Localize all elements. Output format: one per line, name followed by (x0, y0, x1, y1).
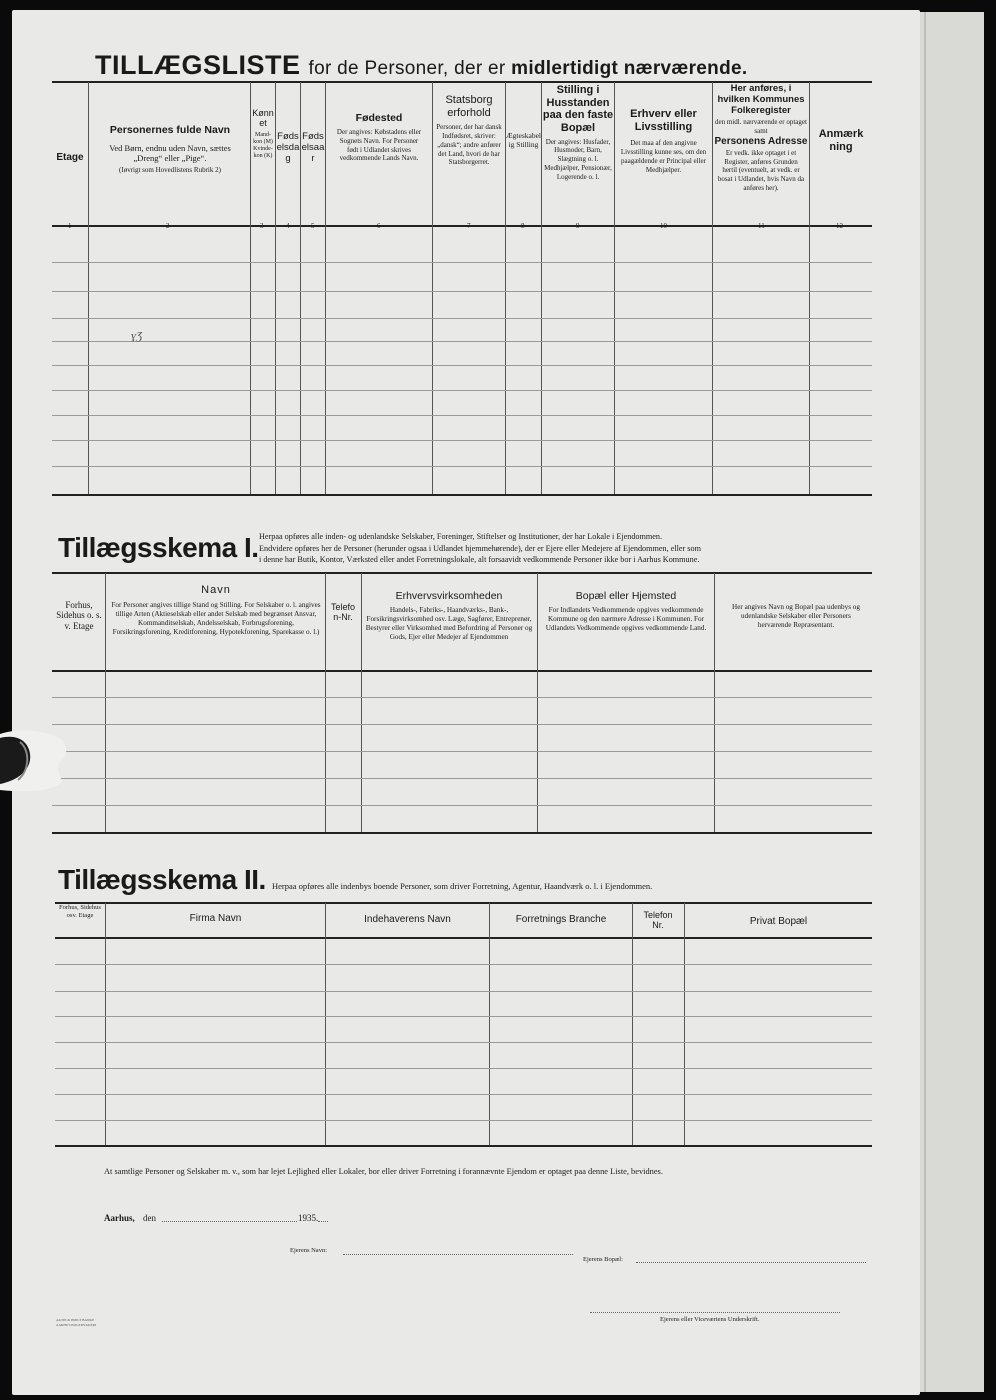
schema1-intro-line3: i denne har Butik, Kontor, Værksted eller andet Forretningslokale, alt forsaavidt vedkommende Personer ikke bor i Aarhus Kommune. (259, 555, 700, 564)
col3-header (251, 108, 275, 160)
footer-den: den (143, 1213, 156, 1223)
col2-title: Personernes fulde Navn (109, 124, 231, 136)
col6-title: Fødested (355, 112, 403, 124)
col-number: 12 (836, 222, 843, 230)
schema2-col-firma: Firma Navn (189, 913, 242, 924)
form-page (12, 10, 920, 1395)
col11-header (713, 84, 809, 193)
ejer-navn-line[interactable] (343, 1254, 573, 1255)
schema2-col-indehaver: Indehaverens Navn (364, 914, 451, 925)
col4-header: Fødselsdag (276, 131, 300, 164)
col3-note: Mand-kon (M) Kvinde-kon (K) (253, 131, 273, 160)
col-number: 11 (758, 222, 765, 230)
col10-header (615, 108, 712, 174)
main-title (95, 50, 747, 81)
col7-header (433, 94, 505, 167)
col-number: 6 (377, 222, 381, 230)
col11-title: Her anføres, i hvilken Kommunes Folkeregister (717, 83, 805, 116)
col-number: 1 (68, 222, 72, 230)
col-number: 8 (521, 222, 525, 230)
col11-note: den midl. nærværende er optaget samt (715, 117, 807, 135)
col11-note2: Er vedk. ikke optaget i et Register, anføres Grunden hertil (eventuelt, at vedk. er bosat i Udlandet, hvis Navn da anføres her). (717, 148, 805, 192)
col-number: 5 (311, 222, 315, 230)
main-title-bold: midlertidigt nærværende. (511, 58, 748, 79)
col2-note: Ved Børn, endnu uden Navn, sættes „Dreng“ eller „Pige“. (109, 143, 231, 163)
col9-title: Stilling i Husstanden paa den faste Bopæl (542, 84, 614, 134)
schema1-col-navn (110, 584, 322, 637)
col2-header (90, 124, 250, 174)
schema1-intro (259, 531, 879, 566)
footer-year: 1935. (298, 1213, 319, 1223)
col-number: 3 (260, 222, 264, 230)
main-title-word: TILLÆGSLISTE (95, 50, 301, 80)
schema2-col-etage: Forhus, Sidehus osv. Etage (59, 904, 101, 920)
schema1-col-erhverv (364, 590, 534, 642)
col9-header (542, 84, 614, 181)
schema1-intro-line1: Herpaa opføres alle inden- og udenlandske Selskaber, Foreninger, Stiftelser og Institutioner, der har Lokale i Ejendommen. (259, 532, 663, 541)
ejer-bopael-line[interactable] (636, 1262, 866, 1263)
handwritten-mark: ɣƷ (131, 330, 143, 342)
schema1-col-etage: Forhus, Sidehus o. s. v. Etage (56, 600, 102, 631)
schema2-col-branche: Forretnings Branche (515, 914, 607, 925)
col5-header: Fødselsaar (301, 131, 325, 164)
col8-header: Ægteskabelig Stilling (506, 131, 541, 149)
col10-title: Erhverv eller Livsstilling (630, 108, 697, 133)
col-number: 10 (660, 222, 667, 230)
schema2-col-telefon: Telefon Nr. (643, 910, 673, 931)
schema1-col-bopael-note: For Indlandets Vedkommende opgives vedkommende Kommune og den nærmere Adresse i Kommunen. For Udlandets Vedkommende opgives vedkommende Land. (545, 606, 707, 633)
col7-note: Personer, der har dansk Indfødsret, skriver: „dansk“; andre anfører det Land, hvori de har Statsborgerret. (436, 123, 502, 167)
col12-header: Anmærkning (818, 128, 864, 153)
schema2-col-bopael: Privat Bopæl (749, 916, 808, 927)
schema2-intro: Herpaa opføres alle indenbys boende Personer, som driver Forretning, Agentur, Haandværk o. l. i Ejendommen. (272, 881, 653, 891)
col10-note: Det maa af den angivne Livsstilling kunne ses, om den paagældende er Principal eller Medhjælper. (620, 139, 707, 174)
col2-note2: (Iøvrigt som Hovedlistens Rubrik 2) (119, 165, 221, 174)
footer-ejer-navn-label: Ejerens Navn: (290, 1247, 328, 1254)
col1-header: Etage (56, 152, 84, 163)
col11-title2: Personens Adresse (714, 136, 808, 148)
printer-imprint: AKTIE & HØJLT BANKE · AARHUS BOGTRYKKERI (56, 1318, 97, 1327)
main-title-rest: for de Personer, der er (308, 58, 506, 79)
schema1-col-erhverv-title: Erhvervsvirksomheden (395, 590, 503, 602)
col-number: 4 (286, 222, 290, 230)
footer-city: Aarhus, (104, 1213, 135, 1223)
schema1-intro-line2: Endvidere opføres her de Personer (herunder ogsaa i Udlandet hjemmehørende), der er Ejere eller Medejere af Ejendommen, eller som (259, 543, 701, 553)
schema1-col-erhverv-note: Handels-, Fabriks-, Haandværks-, Bank-, Forsikringsvirksomhed osv. Læge, Sagfører, Entreprenør, Bestyrer eller Virksomhed med Befordring af Personer og Gods, Ejer eller Medejer af Ejendommen (365, 606, 533, 642)
col6-header (328, 112, 430, 163)
schema1-col-navn-title: Navn (201, 584, 231, 596)
schema1-title: Tillægsskema I. (58, 532, 259, 563)
schema1-col-telefon: Telefon-Nr. (330, 602, 356, 623)
col-number: 2 (166, 222, 170, 230)
footer-declaration: At samtlige Personer og Selskaber m. v., som har lejet Lejlighed eller Lokaler, bor eller driver Forretning i forannævnte Ejendom er optaget paa denne Liste, bevidnes. (104, 1167, 663, 1176)
adjacent-page (920, 12, 984, 1392)
schema1-col-navn-note: For Personer angives tillige Stand og Stilling. For Selskaber o. l. angives tillige Arten (Aktieselskab eller andet Selskab med begrænset Ansvar, Kommanditselskab, Andelsselskab, Forbrugsforening, Forsikringsforening, Kreditforening, Hypotekforening, Sparekasse o. l.) (111, 600, 321, 636)
col6-note: Der angives: Købstadens eller Sognets Navn. For Personer født i Udlandet skrives vedkommende Lands Navn. (336, 128, 422, 163)
binder-clip-icon (0, 728, 70, 794)
schema1-col-repraesentant: Her angives Navn og Bopæl paa udenbys og udenlandske Selskaber eller Personers herværende Repræsentant. (732, 603, 860, 629)
schema1-col-bopael-title: Bopæl eller Hjemsted (575, 590, 677, 602)
col7-title: Statsborgerforhold (445, 94, 493, 119)
col-number: 9 (576, 222, 580, 230)
footer-ejer-bopael-label: Ejerens Bopæl: (583, 1256, 623, 1263)
footer-underskrift-label: Ejerens eller Viceværtens Underskrift. (660, 1316, 760, 1323)
col3-title: Kønnet (252, 108, 274, 129)
col-number: 7 (467, 222, 471, 230)
schema1-col-bopael (540, 590, 712, 633)
underskrift-line[interactable] (590, 1312, 840, 1313)
col9-note: Der angives: Husfader, Husmoder, Barn, Slægtning o. l. Medhjælper, Pensionær, Logerende o. l. (544, 137, 612, 181)
schema2-title: Tillægsskema II. (58, 864, 266, 895)
